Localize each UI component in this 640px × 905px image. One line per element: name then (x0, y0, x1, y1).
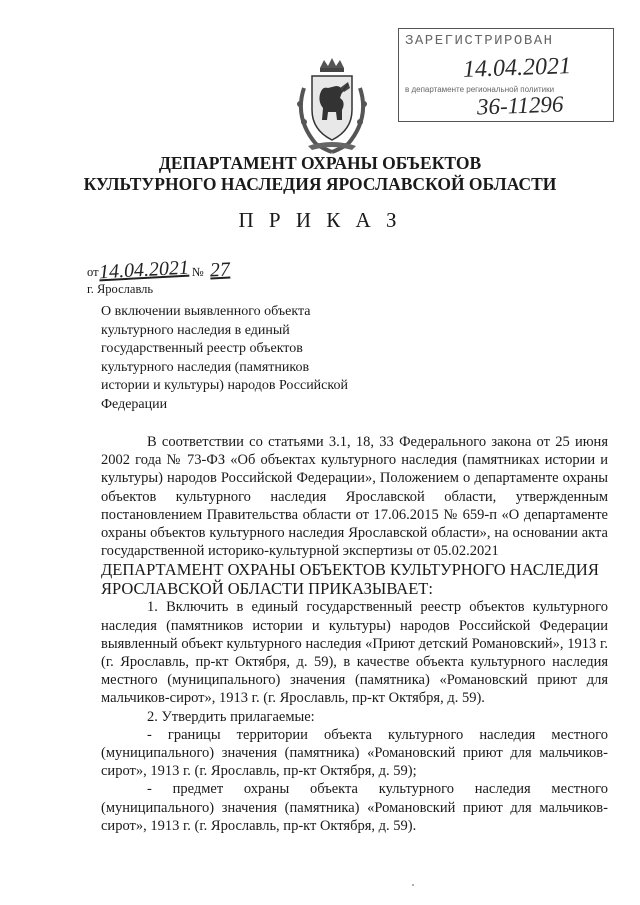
scan-speck (412, 884, 414, 886)
handwritten-number: 27 (209, 258, 231, 282)
department-line-2: КУЛЬТУРНОГО НАСЛЕДИЯ ЯРОСЛАВСКОЙ ОБЛАСТИ (83, 174, 557, 194)
order-item-2-b: - предмет охраны объекта культурного наследия местного (муниципального) значения (памятника) «Романовский приют для мальчиков-сирот», 1913 г. (г. Ярославль, пр-кт Октября, д. 59). (101, 781, 608, 834)
order-item-2: 2. Утвердить прилагаемые: (147, 708, 315, 725)
order-title: П Р И К А З (238, 208, 402, 232)
stamp-number: 36-11296 (476, 91, 564, 120)
preamble-paragraph: В соответствии со статьями 3.1, 18, 33 Федерального закона от 25 июня 2002 года № 73-ФЗ «Об объектах культурного наследия (памятниках истории и культуры) народов Российской Федерации», Положением о департаменте охраны объектов культурного наследия Ярославской области, утвержденным постановлением Правительства области от 17.06.2015 № 659-п «О департаменте охраны объектов культурного наследия Ярославской области», на основании акта государственной историко-культурной экспертизы от 05.02.2021 (101, 434, 608, 560)
date-prefix: от (87, 265, 99, 279)
order-body (101, 433, 608, 835)
stamp-title: ЗАРЕГИСТРИРОВАН (405, 33, 554, 49)
handwritten-date: 14.04.2021 (98, 256, 190, 284)
stamp-date: 14.04.2021 (462, 53, 572, 83)
orders-heading: ДЕПАРТАМЕНТ ОХРАНЫ ОБЪЕКТОВ КУЛЬТУРНОГО НАСЛЕДИЯ ЯРОСЛАВСКОЙ ОБЛАСТИ ПРИКАЗЫВАЕТ: (101, 560, 599, 599)
order-date-row (87, 256, 231, 284)
number-sign: № (191, 265, 204, 279)
registration-stamp (398, 28, 614, 122)
order-item-1: 1. Включить в единый государственный реестр объектов культурного наследия (памятников истории и культуры) народов Российской Федерации выявленный объект культурного наследия «Приют детский Романовский», 1913 г. (г. Ярославль, пр-кт Октября, д. 59), в качестве объекта культурного наследия местного (муниципального) значения (памятника) «Романовский приют для мальчиков-сирот», 1913 г. (г. Ярославль, пр-кт Октября, д. 59). (101, 599, 608, 707)
department-line-1: ДЕПАРТАМЕНТ ОХРАНЫ ОБЪЕКТОВ (158, 153, 482, 173)
coat-of-arms-emblem (290, 58, 374, 154)
order-item-2-a: - границы территории объекта культурного наследия местного (муниципального) значения (памятника) «Романовский приют для мальчиков-сирот», 1913 г. (г. Ярославль, пр-кт Октября, д. 59); (101, 726, 608, 780)
city-line: г. Ярославль (87, 282, 154, 296)
stamp-caption: в департаменте региональной политики (405, 85, 555, 94)
department-heading (0, 153, 640, 195)
order-subject: О включении выявленного объекта культурного наследия в единый государственный реестр объектов культурного наследия (памятников истории и культуры) народов Российской Федерации (101, 304, 348, 412)
